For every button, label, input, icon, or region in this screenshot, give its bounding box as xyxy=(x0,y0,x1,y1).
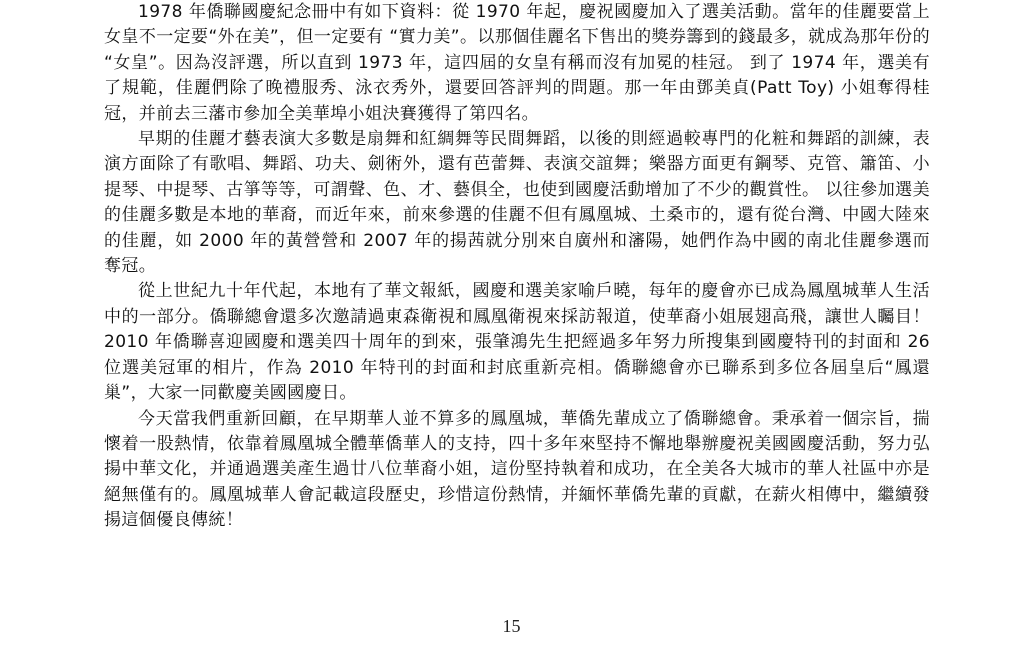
document-body xyxy=(104,0,930,534)
paragraph-3: 從上世紀九十年代起，本地有了華文報紙，國慶和選美家喻戶曉，每年的慶會亦已成為鳳凰城華人生活中的一部分。僑聯總會還多次邀請過東森衛視和鳳凰衛視來採訪報道，使華裔小姐展翅高飛，讓世人矚目！2010 年僑聯喜迎國慶和選美四十周年的到來，張肇鴻先生把經過多年努力所搜集到國慶特刊的封面和 26 位選美冠軍的相片，作為 2010 年特刊的封面和封底重新亮相。僑聯總會亦已聯系到多位各屆皇后“鳳還巢”，大家一同歡慶美國國慶日。 xyxy=(104,281,930,404)
paragraph-1: 1978 年僑聯國慶紀念冊中有如下資料：從 1970 年起，慶祝國慶加入了選美活動。當年的佳麗要當上女皇不一定要“外在美”，但一定要有 “實力美”。以那個佳麗名下售出的獎券籌到的錢最多，就成為那年份的 “女皇”。因為沒評選，所以直到 1973 年，這四屆的女皇有稱而沒有加冕的桂冠。 到了 1974 年，選美有了規範，佳麗們除了晚禮服秀、泳衣秀外，還要回答評判的問題。那一年由鄧美貞(Patt Toy) 小姐奪得桂冠，并前去三藩市參加全美華埠小姐決賽獲得了第四名。 xyxy=(104,2,930,124)
paragraph-4: 今天當我們重新回顧，在早期華人並不算多的鳳凰城，華僑先輩成立了僑聯總會。秉承着一個宗旨，揣懷着一股熱情，依靠着鳳凰城全體華僑華人的支持，四十多年來堅持不懈地舉辦慶祝美國國慶活動，努力弘揚中華文化，并通過選美產生過廿八位華裔小姐，這份堅持執着和成功，在全美各大城市的華人社區中亦是絕無僅有的。鳳凰城華人會記載這段歷史，珍惜這份熱情，并緬怀華僑先輩的貢獻，在薪火相傳中，繼續發揚這個優良傳統！ xyxy=(104,408,930,531)
paragraph-2: 早期的佳麗才藝表演大多數是扇舞和紅綢舞等民間舞蹈，以後的則經過較專門的化粧和舞蹈的訓練，表演方面除了有歌唱、舞蹈、功夫、劍術外，還有芭蕾舞、表演交誼舞；樂器方面更有鋼琴、克管、簫笛、小提琴、中提琴、古箏等等，可謂聲、色、才、藝俱全，也使到國慶活動增加了不少的觀賞性。 以往參加選美的佳麗多數是本地的華裔，而近年來，前來參選的佳麗不但有鳳凰城、土桑市的，還有從台灣、中國大陸來的佳麗，如 2000 年的黃營營和 2007 年的揚茜就分別來自廣州和瀋陽，她們作為中國的南北佳麗參選而奪冠。 xyxy=(104,129,930,277)
page-number: 15 xyxy=(502,616,521,636)
